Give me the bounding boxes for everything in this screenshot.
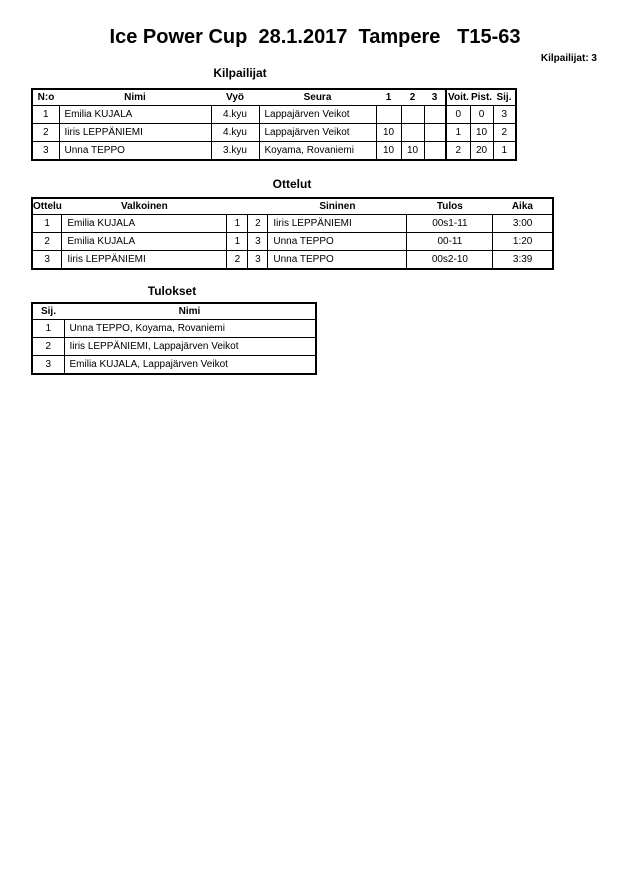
competitor-club: Koyama, Rovaniemi — [259, 142, 376, 161]
col-header-no: N:o — [32, 89, 59, 106]
col-header-white-no — [227, 198, 248, 215]
match-result: 00s2-10 — [407, 251, 493, 270]
match-white-name: Iiris LEPPÄNIEMI — [62, 251, 227, 270]
col-header-round2: 2 — [401, 89, 424, 106]
competitor-row — [32, 124, 516, 142]
competitors-header-row — [32, 89, 516, 106]
competitor-name: Iiris LEPPÄNIEMI — [59, 124, 211, 142]
competitor-no: 3 — [32, 142, 59, 161]
col-header-name: Nimi — [64, 303, 316, 320]
result-place: 2 — [32, 338, 64, 356]
competitor-no: 2 — [32, 124, 59, 142]
match-blue-name: Unna TEPPO — [268, 251, 407, 270]
competitor-round1: 10 — [376, 142, 401, 161]
matches-table — [31, 197, 554, 270]
section-title-competitors: Kilpailijat — [213, 66, 267, 80]
result-name: Emilia KUJALA, Lappajärven Veikot — [64, 356, 316, 375]
results-table — [31, 302, 317, 375]
competitor-place: 3 — [493, 106, 516, 124]
matches-header-row — [32, 198, 553, 215]
match-time: 3:00 — [493, 215, 553, 233]
competitor-place: 2 — [493, 124, 516, 142]
match-row — [32, 251, 553, 270]
result-row — [32, 338, 316, 356]
result-row — [32, 356, 316, 375]
col-header-place: Sij. — [32, 303, 64, 320]
document-title: Ice Power Cup 28.1.2017 Tampere T15-63 — [109, 26, 521, 48]
result-name: Unna TEPPO, Koyama, Rovaniemi — [64, 320, 316, 338]
col-header-blue: Sininen — [268, 198, 407, 215]
competitor-no: 1 — [32, 106, 59, 124]
result-row — [32, 320, 316, 338]
competitor-row — [32, 142, 516, 161]
match-white-no: 1 — [227, 215, 248, 233]
col-header-belt: Vyö — [211, 89, 259, 106]
col-header-blue-no — [248, 198, 268, 215]
competitor-place: 1 — [493, 142, 516, 161]
competitor-belt: 4.kyu — [211, 124, 259, 142]
match-result: 00-11 — [407, 233, 493, 251]
competitor-round1 — [376, 106, 401, 124]
competitors-table — [31, 88, 517, 161]
match-white-no: 1 — [227, 233, 248, 251]
competitor-round2 — [401, 124, 424, 142]
col-header-name: Nimi — [59, 89, 211, 106]
col-header-round1: 1 — [376, 89, 401, 106]
section-title-matches: Ottelut — [272, 177, 312, 191]
col-header-result: Tulos — [407, 198, 493, 215]
competitor-name: Emilia KUJALA — [59, 106, 211, 124]
competitor-club: Lappajärven Veikot — [259, 124, 376, 142]
col-header-white: Valkoinen — [62, 198, 227, 215]
col-header-round3: 3 — [424, 89, 446, 106]
match-no: 2 — [32, 233, 62, 251]
col-header-time: Aika — [493, 198, 553, 215]
match-blue-no: 3 — [248, 233, 268, 251]
competitor-wins: 2 — [446, 142, 470, 161]
competitor-round3 — [424, 106, 446, 124]
competitor-row — [32, 106, 516, 124]
col-header-match: Ottelu — [32, 198, 62, 215]
col-header-wins: Voit. — [446, 89, 470, 106]
result-name: Iiris LEPPÄNIEMI, Lappajärven Veikot — [64, 338, 316, 356]
match-no: 1 — [32, 215, 62, 233]
competitor-round2 — [401, 106, 424, 124]
match-result: 00s1-11 — [407, 215, 493, 233]
competitor-name: Unna TEPPO — [59, 142, 211, 161]
match-white-name: Emilia KUJALA — [62, 215, 227, 233]
match-row — [32, 233, 553, 251]
result-place: 1 — [32, 320, 64, 338]
match-blue-name: Iiris LEPPÄNIEMI — [268, 215, 407, 233]
section-title-results: Tulokset — [147, 284, 197, 298]
col-header-points: Pist. — [470, 89, 493, 106]
competitor-points: 20 — [470, 142, 493, 161]
col-header-place: Sij. — [493, 89, 516, 106]
match-blue-no: 3 — [248, 251, 268, 270]
match-time: 3:39 — [493, 251, 553, 270]
competitor-wins: 0 — [446, 106, 470, 124]
participants-count: Kilpailijat: 3 — [540, 53, 597, 64]
col-header-club: Seura — [259, 89, 376, 106]
match-white-name: Emilia KUJALA — [62, 233, 227, 251]
competitor-points: 10 — [470, 124, 493, 142]
competitor-round1: 10 — [376, 124, 401, 142]
competitor-belt: 4.kyu — [211, 106, 259, 124]
match-blue-name: Unna TEPPO — [268, 233, 407, 251]
competitor-wins: 1 — [446, 124, 470, 142]
match-blue-no: 2 — [248, 215, 268, 233]
match-time: 1:20 — [493, 233, 553, 251]
competitor-round3 — [424, 124, 446, 142]
result-place: 3 — [32, 356, 64, 375]
match-row — [32, 215, 553, 233]
competitor-round3 — [424, 142, 446, 161]
competitor-club: Lappajärven Veikot — [259, 106, 376, 124]
results-header-row — [32, 303, 316, 320]
competitor-belt: 3.kyu — [211, 142, 259, 161]
competitor-points: 0 — [470, 106, 493, 124]
match-white-no: 2 — [227, 251, 248, 270]
match-no: 3 — [32, 251, 62, 270]
competitor-round2: 10 — [401, 142, 424, 161]
